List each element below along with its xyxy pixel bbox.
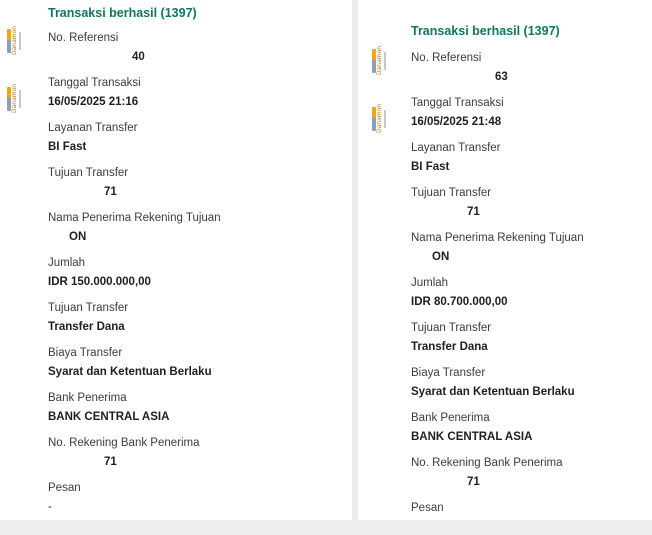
field-label: Bank Penerima [411, 412, 490, 424]
field-transfer-purpose [48, 301, 128, 335]
field-value: BI Fast [48, 141, 87, 153]
field-value: Syarat dan Ketentuan Berlaku [48, 366, 212, 378]
field-recipient-account [48, 436, 200, 470]
field-value: 40 [132, 51, 145, 63]
field-label: Nama Penerima Rekening Tujuan [48, 212, 221, 224]
danamon-logo-icon: Danamon [371, 46, 391, 76]
field-value [411, 520, 444, 535]
field-value: BANK CENTRAL ASIA [48, 411, 170, 423]
danamon-logo-icon: Danamon [6, 84, 26, 114]
field-recipient-name [48, 211, 221, 245]
field-label: Layanan Transfer [48, 122, 138, 134]
field-value: BI Fast [411, 161, 450, 173]
field-label: Tanggal Transaksi [411, 97, 504, 109]
field-value: 71 [104, 456, 117, 468]
field-value: - [48, 501, 52, 513]
field-label: Tujuan Transfer [48, 167, 129, 179]
field-label: Pesan [411, 502, 444, 514]
field-recipient-name [411, 231, 584, 265]
field-label: Biaya Transfer [411, 367, 486, 379]
field-label: Biaya Transfer [48, 347, 123, 359]
field-message [48, 481, 81, 515]
field-value: ON [432, 251, 450, 263]
field-recipient-bank [411, 411, 532, 445]
field-message [411, 501, 444, 535]
field-label: No. Referensi [411, 52, 482, 64]
receipt-right [358, 0, 652, 520]
danamon-logo-icon: Danamon [6, 26, 26, 56]
field-transfer-fee [48, 346, 212, 380]
field-transfer-service [411, 141, 501, 175]
field-transfer-purpose [411, 321, 491, 355]
field-value: 16/05/2025 21:48 [411, 116, 502, 128]
field-label: Bank Penerima [48, 392, 127, 404]
field-transfer-fee [411, 366, 575, 400]
field-label: Tanggal Transaksi [48, 77, 141, 89]
field-transfer-service [48, 121, 138, 155]
field-value: Transfer Dana [411, 341, 488, 353]
field-value: BANK CENTRAL ASIA [411, 431, 533, 443]
field-amount [411, 276, 508, 310]
field-label: No. Referensi [48, 32, 119, 44]
field-label: Nama Penerima Rekening Tujuan [411, 232, 584, 244]
field-label: Layanan Transfer [411, 142, 501, 154]
field-label: Tujuan Transfer [411, 322, 492, 334]
field-value: 71 [104, 186, 117, 198]
field-label: Jumlah [411, 277, 449, 289]
field-value: Syarat dan Ketentuan Berlaku [411, 386, 575, 398]
field-value: 16/05/2025 21:16 [48, 96, 139, 108]
field-reference-number [48, 31, 145, 65]
field-value: 71 [467, 476, 480, 488]
field-transaction-date [411, 96, 504, 130]
field-label: Jumlah [48, 257, 86, 269]
field-recipient-bank [48, 391, 169, 425]
field-value: IDR 80.700.000,00 [411, 296, 508, 308]
field-value: IDR 150.000.000,00 [48, 276, 151, 288]
field-transfer-destination [411, 186, 491, 220]
field-value: ON [69, 231, 87, 243]
field-label: Pesan [48, 482, 81, 494]
field-label: Tujuan Transfer [411, 187, 492, 199]
field-value: Transfer Dana [48, 321, 125, 333]
field-value: 71 [467, 206, 480, 218]
field-amount [48, 256, 151, 290]
field-recipient-account [411, 456, 563, 490]
field-label: Tujuan Transfer [48, 302, 129, 314]
transaction-title: Transaksi berhasil (1397) [48, 6, 197, 20]
field-label: No. Rekening Bank Penerima [48, 437, 200, 449]
danamon-logo-icon: Danamon [371, 104, 391, 134]
field-transfer-destination [48, 166, 128, 200]
field-reference-number [411, 51, 508, 85]
transaction-title: Transaksi berhasil (1397) [411, 24, 560, 38]
field-transaction-date [48, 76, 141, 110]
field-value: 63 [495, 71, 508, 83]
field-label: No. Rekening Bank Penerima [411, 457, 563, 469]
